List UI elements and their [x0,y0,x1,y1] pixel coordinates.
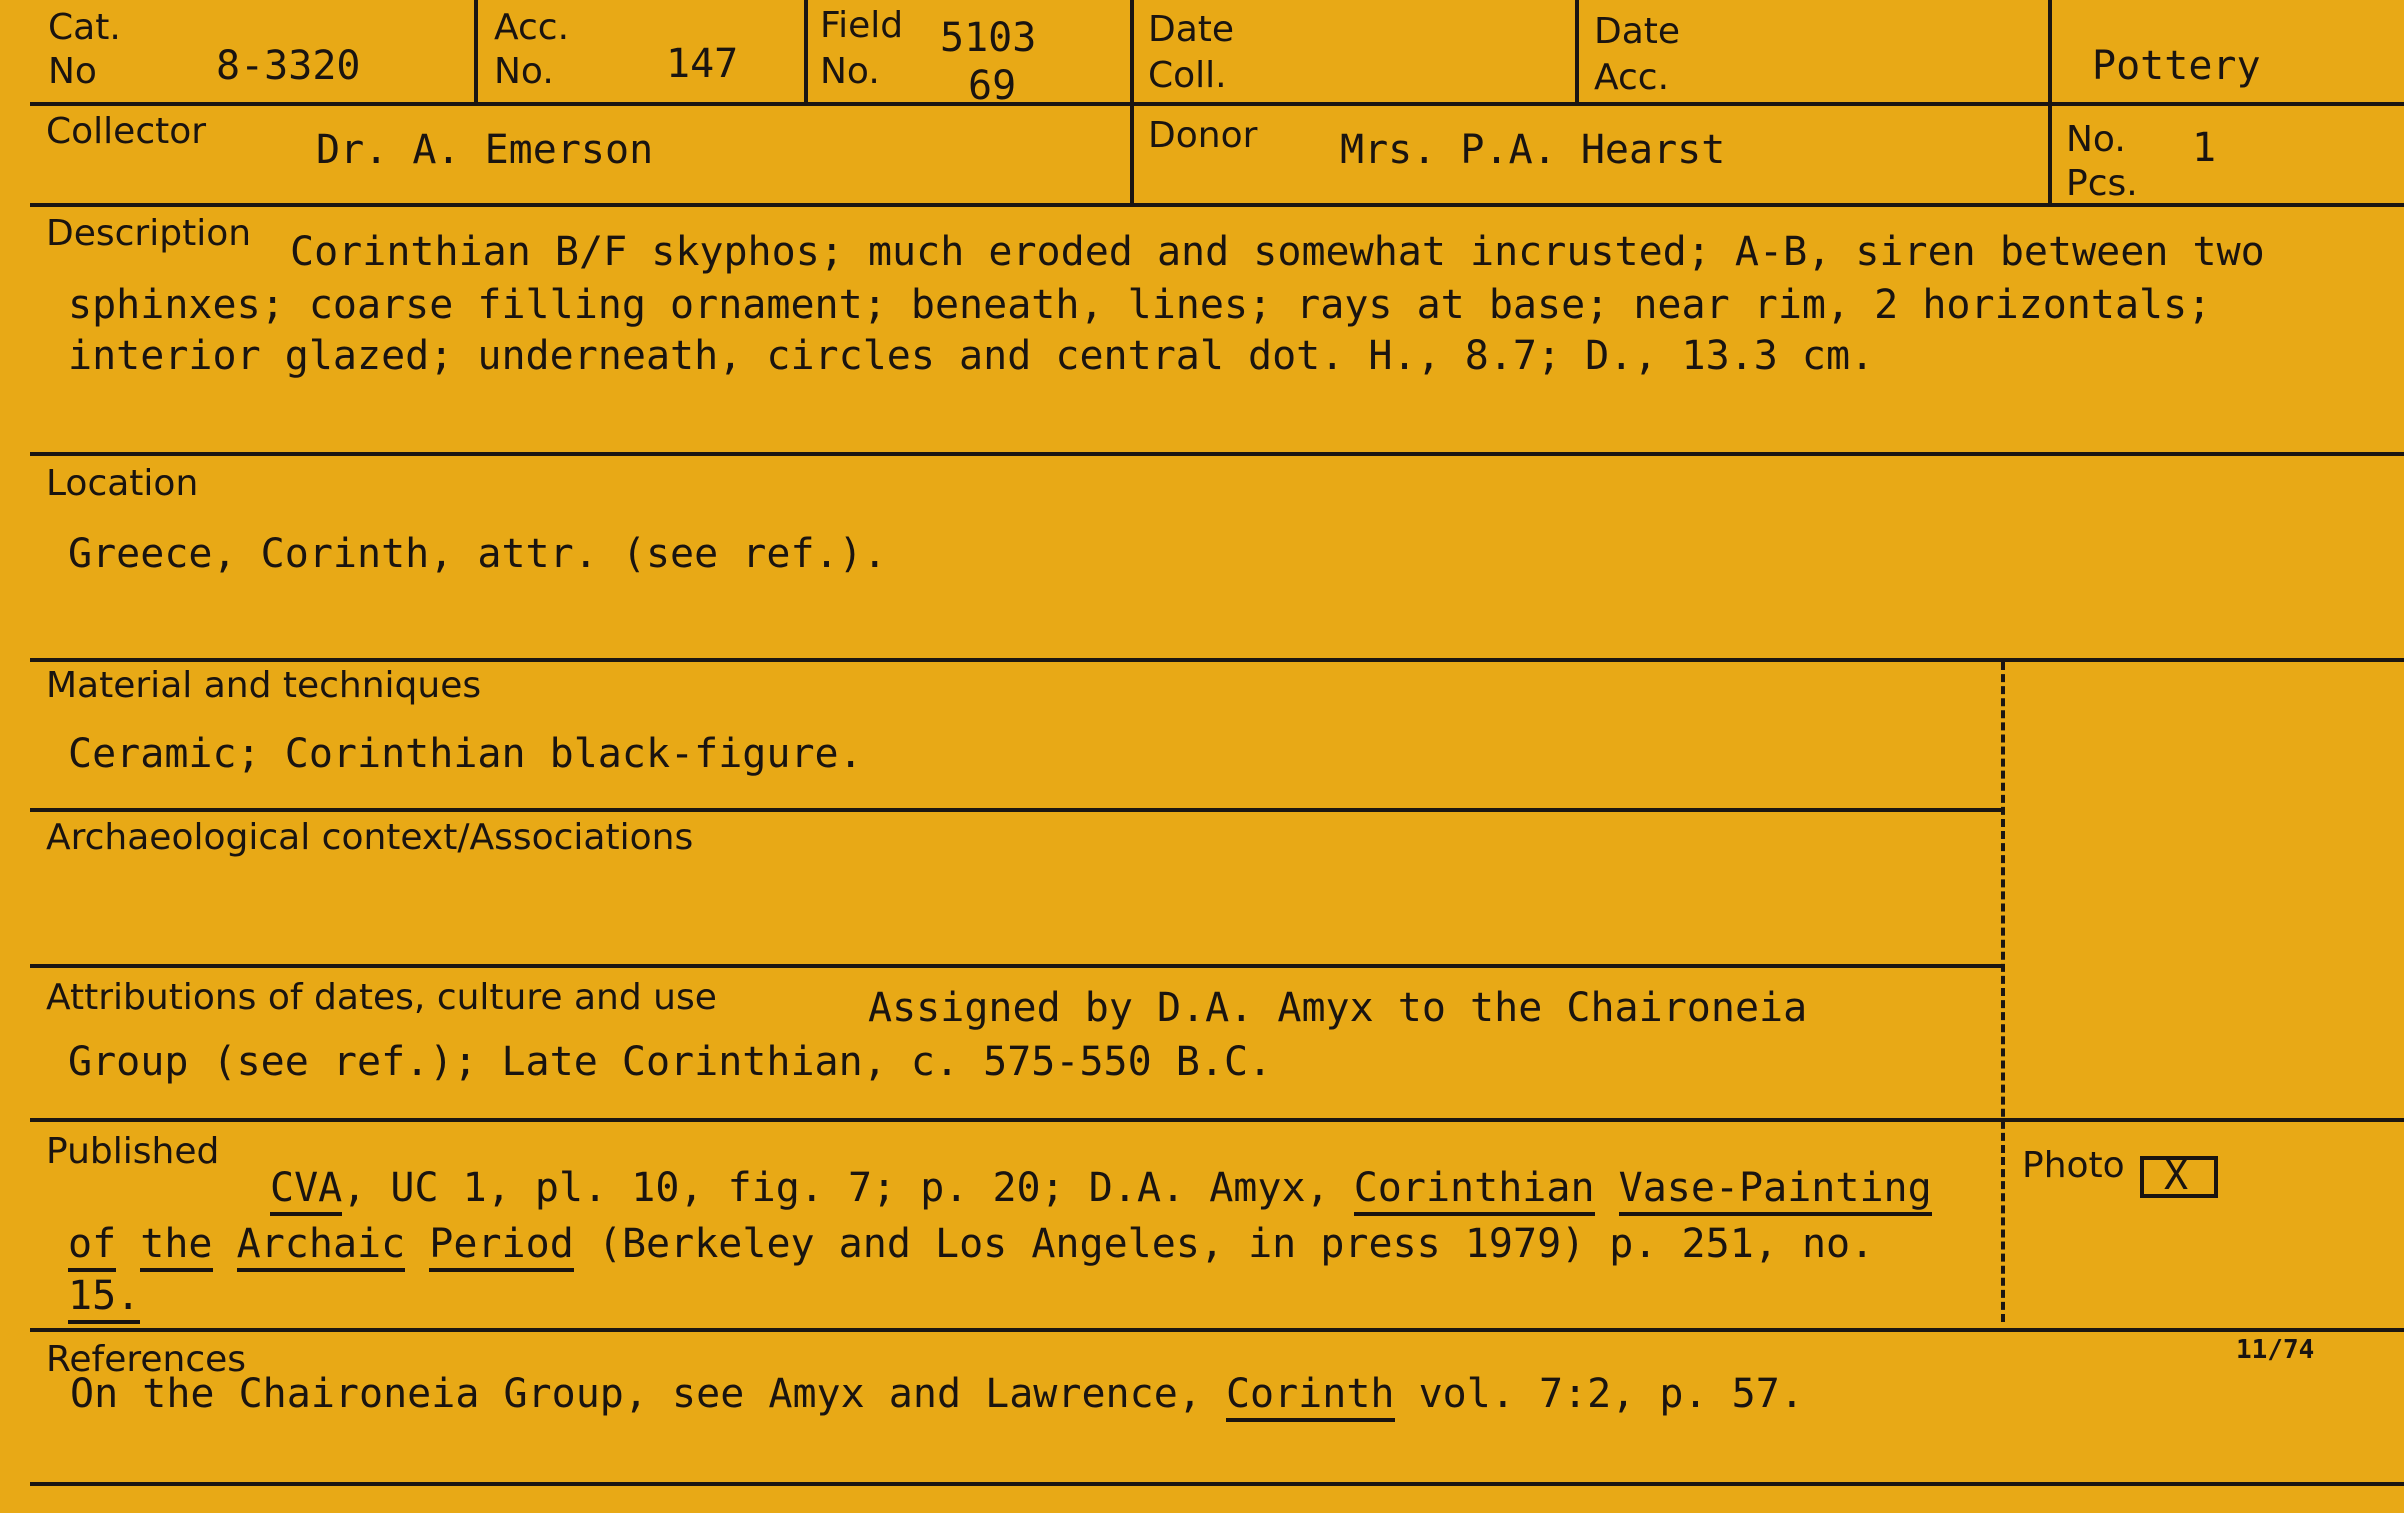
cva-title: CVA [270,1165,342,1216]
rule-attributions-bottom [30,1118,2404,1122]
book-title-word: Corinthian [1354,1165,1595,1216]
description-line-1: Corinthian B/F skyphos; much eroded and somewhat incrusted; A-B, siren between two [290,229,2265,275]
acc-label-line2: No. [494,51,554,92]
attributions-line-1: Assigned by D.A. Amyx to the Chaironeia [868,985,1808,1031]
field-number-line2: 69 [968,63,1017,104]
divider-dateacc-category [2048,0,2052,207]
description-line-3: interior glazed; underneath, circles and central dot. H., 8.7; D., 13.3 cm. [68,333,1875,379]
cat-number: 8-3320 [216,43,361,89]
category-value: Pottery [2092,43,2261,89]
field-number-line1: 5103 [940,15,1037,61]
description-line-2: sphinxes; coarse filling ornament; beneath, lines; rays at base; near rim, 2 horizontals; [68,282,2212,328]
location-value: Greece, Corinth, attr. (see ref.). [68,531,887,577]
cat-label-line1: Cat. [48,7,121,48]
rule-description-bottom [30,452,2404,456]
references-label: References [46,1339,247,1380]
published-line-1-text: , UC 1, pl. 10, fig. 7; p. 20; D.A. Amyx, [342,1165,1354,1211]
published-label: Published [46,1131,220,1172]
photo-checkbox [2140,1153,2218,1199]
no-label: No. [2066,119,2126,160]
rule-published-bottom [30,1328,2404,1332]
donor-label: Donor [1148,115,1258,156]
date-acc-label-line2: Acc. [1594,57,1670,98]
date-acc-label-line1: Date [1594,11,1681,52]
published-line-2 [68,1218,1874,1270]
rule-material-bottom [30,808,2005,812]
material-value: Ceramic; Corinthian black-figure. [68,731,863,777]
field-label-line1: Field [820,5,904,46]
published-number: 15. [68,1273,140,1324]
references-book-title: Corinth [1226,1371,1395,1422]
acc-number: 147 [666,41,739,87]
cat-label-line2: No [48,51,97,92]
book-title-word: of [68,1221,116,1272]
photo-column-divider [2001,662,2005,1322]
card-code: 11/74 [2236,1335,2315,1365]
book-title-word: the [140,1221,212,1272]
divider-cat-acc [474,0,478,104]
field-label-line2: No. [820,51,880,92]
collector-value: Dr. A. Emerson [316,127,654,173]
collector-label: Collector [46,111,207,152]
attributions-label: Attributions of dates, culture and use [46,977,717,1018]
pieces-count: 1 [2192,125,2217,171]
references-text: On the Chaironeia Group, see Amyx and Lawrence, [70,1371,1226,1417]
material-label: Material and techniques [46,665,482,706]
book-title-word: Vase-Painting [1619,1165,1932,1216]
photo-label: Photo [2022,1145,2125,1186]
description-label: Description [46,213,252,254]
context-label: Archaeological context/Associations [46,817,694,858]
pcs-label: Pcs. [2066,163,2138,204]
published-line-2-text: (Berkeley and Los Angeles, in press 1979) p. 251, no. [573,1221,1875,1267]
divider-datecoll-dateacc [1575,0,1579,104]
date-coll-label-line2: Coll. [1148,55,1227,96]
published-line-3 [68,1270,140,1322]
attributions-line-2: Group (see ref.); Late Corinthian, c. 575-550 B.C. [68,1039,1273,1085]
acc-label-line1: Acc. [494,7,570,48]
rule-location-bottom [30,658,2404,662]
photo-check-mark: X [2164,1153,2189,1199]
references-text-end: vol. 7:2, p. 57. [1394,1371,1804,1417]
donor-value: Mrs. P.A. Hearst [1340,127,1726,173]
divider-field-datecoll [1130,0,1134,207]
date-coll-label-line1: Date [1148,9,1235,50]
divider-acc-field [804,0,808,104]
rule-context-bottom [30,964,2005,968]
published-line-1 [270,1162,1932,1214]
book-title-word: Archaic [237,1221,406,1272]
book-title-word: Period [429,1221,574,1272]
rule-card-bottom [30,1482,2404,1486]
references-value [70,1368,1804,1420]
location-label: Location [46,463,199,504]
